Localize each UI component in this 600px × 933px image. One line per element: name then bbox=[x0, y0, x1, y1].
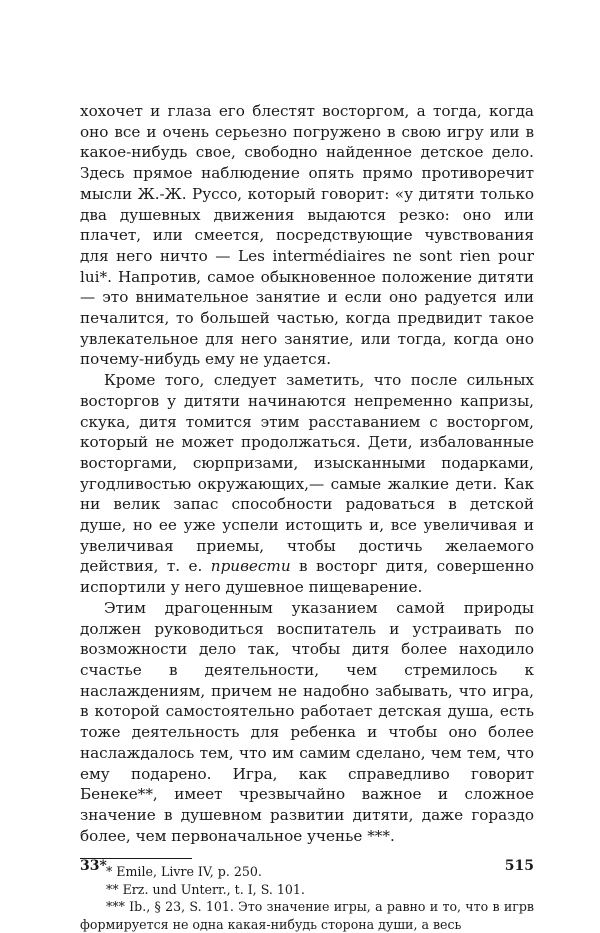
page-body bbox=[80, 101, 534, 933]
signature-mark: 33* bbox=[80, 858, 107, 874]
paragraph-3: Этим драгоценным указанием самой природы должен руководиться воспитатель и устраивать по возможности дело так, чтобы дитя более находило счастье в деятельности, чем стремилось к наслаждениям, причем не надобно забывать, что игра, в которой самостоятельно работает детская душа, есть тоже деятельность для ребенка и чтобы оно более наслаждалось тем, что им самим сделано, чем тем, что ему подарено. Игра, как справедливо говорит Бенеке**, имеет чрезвычайно важное и сложное значение в душевном развитии дитяти, даже гораздо более, чем первоначальное ученье ***. bbox=[80, 598, 534, 845]
footnote-2: ** Erz. und Unterr., t. I, S. 101. bbox=[106, 881, 305, 897]
page-footer bbox=[80, 858, 534, 874]
paragraph-2 bbox=[80, 370, 534, 598]
footnote-3: *** Ib., § 23, S. 101. Это значение игры, а равно и то, что в игрв формируется не одна какая-нибудь сторона души, а весь bbox=[80, 899, 534, 932]
paragraph-1: хохочет и глаза его блестят восторгом, а тогда, когда оно все и очень серьезно погружено в свою игру или в какое-нибудь свое, свободно найденное детское дело. Здесь прямое наблюдение опять прямо противоречит мысли Ж.-Ж. Руссо, который говорит: «у дитяти только два душевных движения выдаются резко: оно или плачет, или смеется, посредствующие чувствования для него ничто — Les intermédiaires ne sont rien pour lui*. Напротив, самое обыкновенное положение дитяти— это внимательное занятие и если оно радуется или печалится, то большей частью, когда предвидит такое увлекательное для него занятие, или тогда, когда оно почему-нибудь ему не удается. bbox=[80, 102, 534, 369]
paragraph-2-text-a: Кроме того, следует заметить, что после сильных восторгов у дитяти начинаются непременно капризы, скука, дитя томится этим расставанием с восторгом, который не может продолжаться. Дети, избалованные восторгами, сюрпризами, изысканными подарками, угодливостью окружающих,— самые жалкие дети. Как ни велик запас способности радоваться в детской душе, но ее уже успели истощить и, все увеличивая и увеличивая приемы, чтобы достичь желаемого действия, т. е. bbox=[80, 371, 534, 576]
footnote-1: * Emile, Livre IV, p. 250. bbox=[106, 864, 262, 880]
paragraph-2-text-b: в восторг дитя, совершенно испортили у него душевное пищеварение. bbox=[80, 557, 534, 597]
paragraph-2-emphasis: привести bbox=[210, 557, 291, 576]
page-number: 515 bbox=[504, 858, 534, 874]
